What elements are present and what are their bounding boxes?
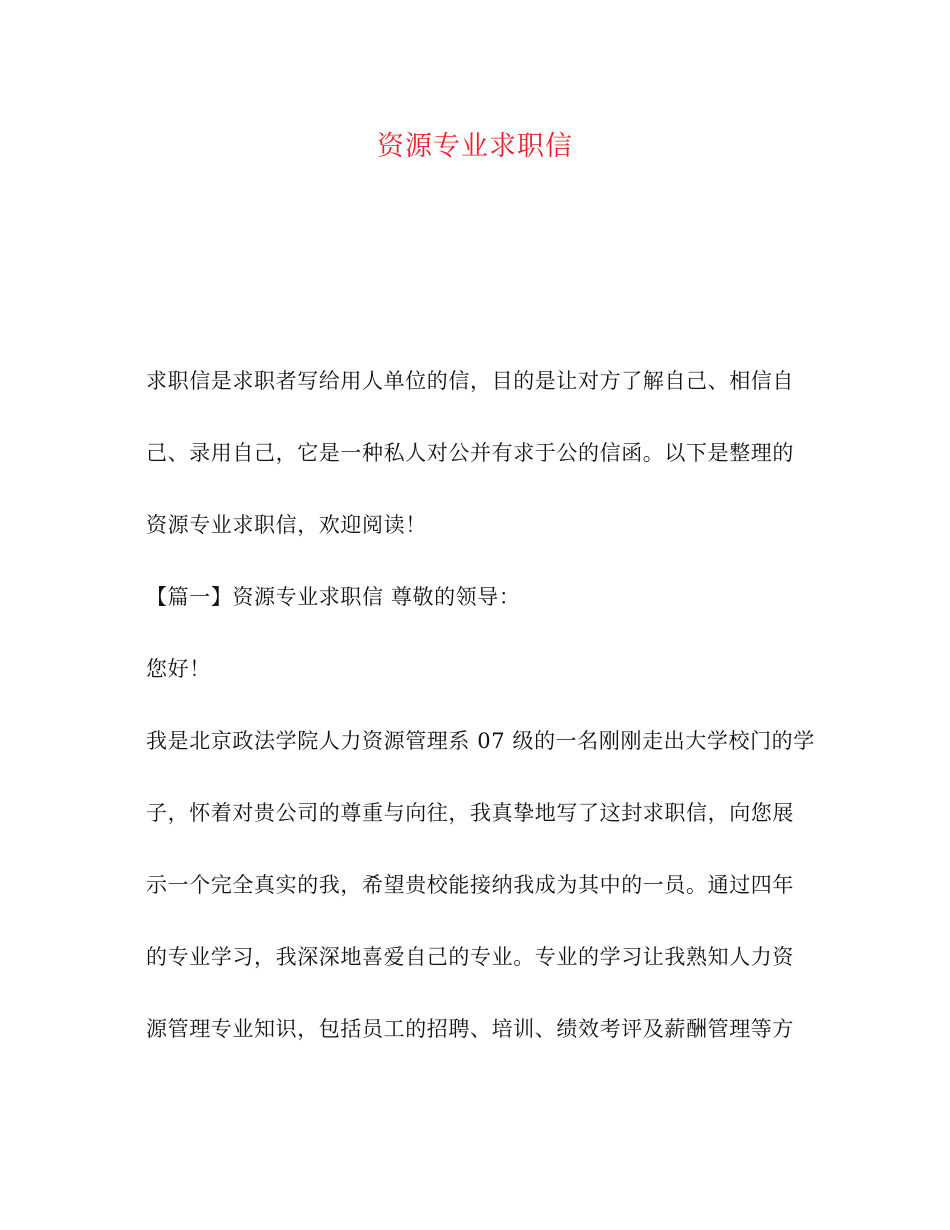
greeting-line: 您好！	[146, 657, 211, 681]
body-line: 己、录用自己，它是一种私人对公并有求于公的信函。以下是整理的	[146, 441, 794, 465]
body-line: 示一个完全真实的我，希望贵校能接纳我成为其中的一员。通过四年	[146, 873, 794, 897]
body-line: 资源专业求职信，欢迎阅读！	[146, 513, 427, 537]
body-line: 我是北京政法学院人力资源管理系 07 级的一名刚刚走出大学校门的学	[146, 729, 815, 753]
document-body	[146, 360, 816, 1080]
body-line: 求职信是求职者写给用人单位的信，目的是让对方了解自己、相信自	[146, 369, 794, 393]
body-line: 源管理专业知识，包括员工的招聘、培训、绩效考评及薪酬管理等方	[146, 1017, 794, 1041]
section-heading-line: 【篇一】资源专业求职信 尊敬的领导：	[146, 585, 521, 609]
body-line: 子，怀着对贵公司的尊重与向往，我真挚地写了这封求职信，向您展	[146, 801, 794, 825]
document-title: 资源专业求职信	[377, 131, 573, 162]
body-line: 的专业学习，我深深地喜爱自己的专业。专业的学习让我熟知人力资	[146, 945, 794, 969]
